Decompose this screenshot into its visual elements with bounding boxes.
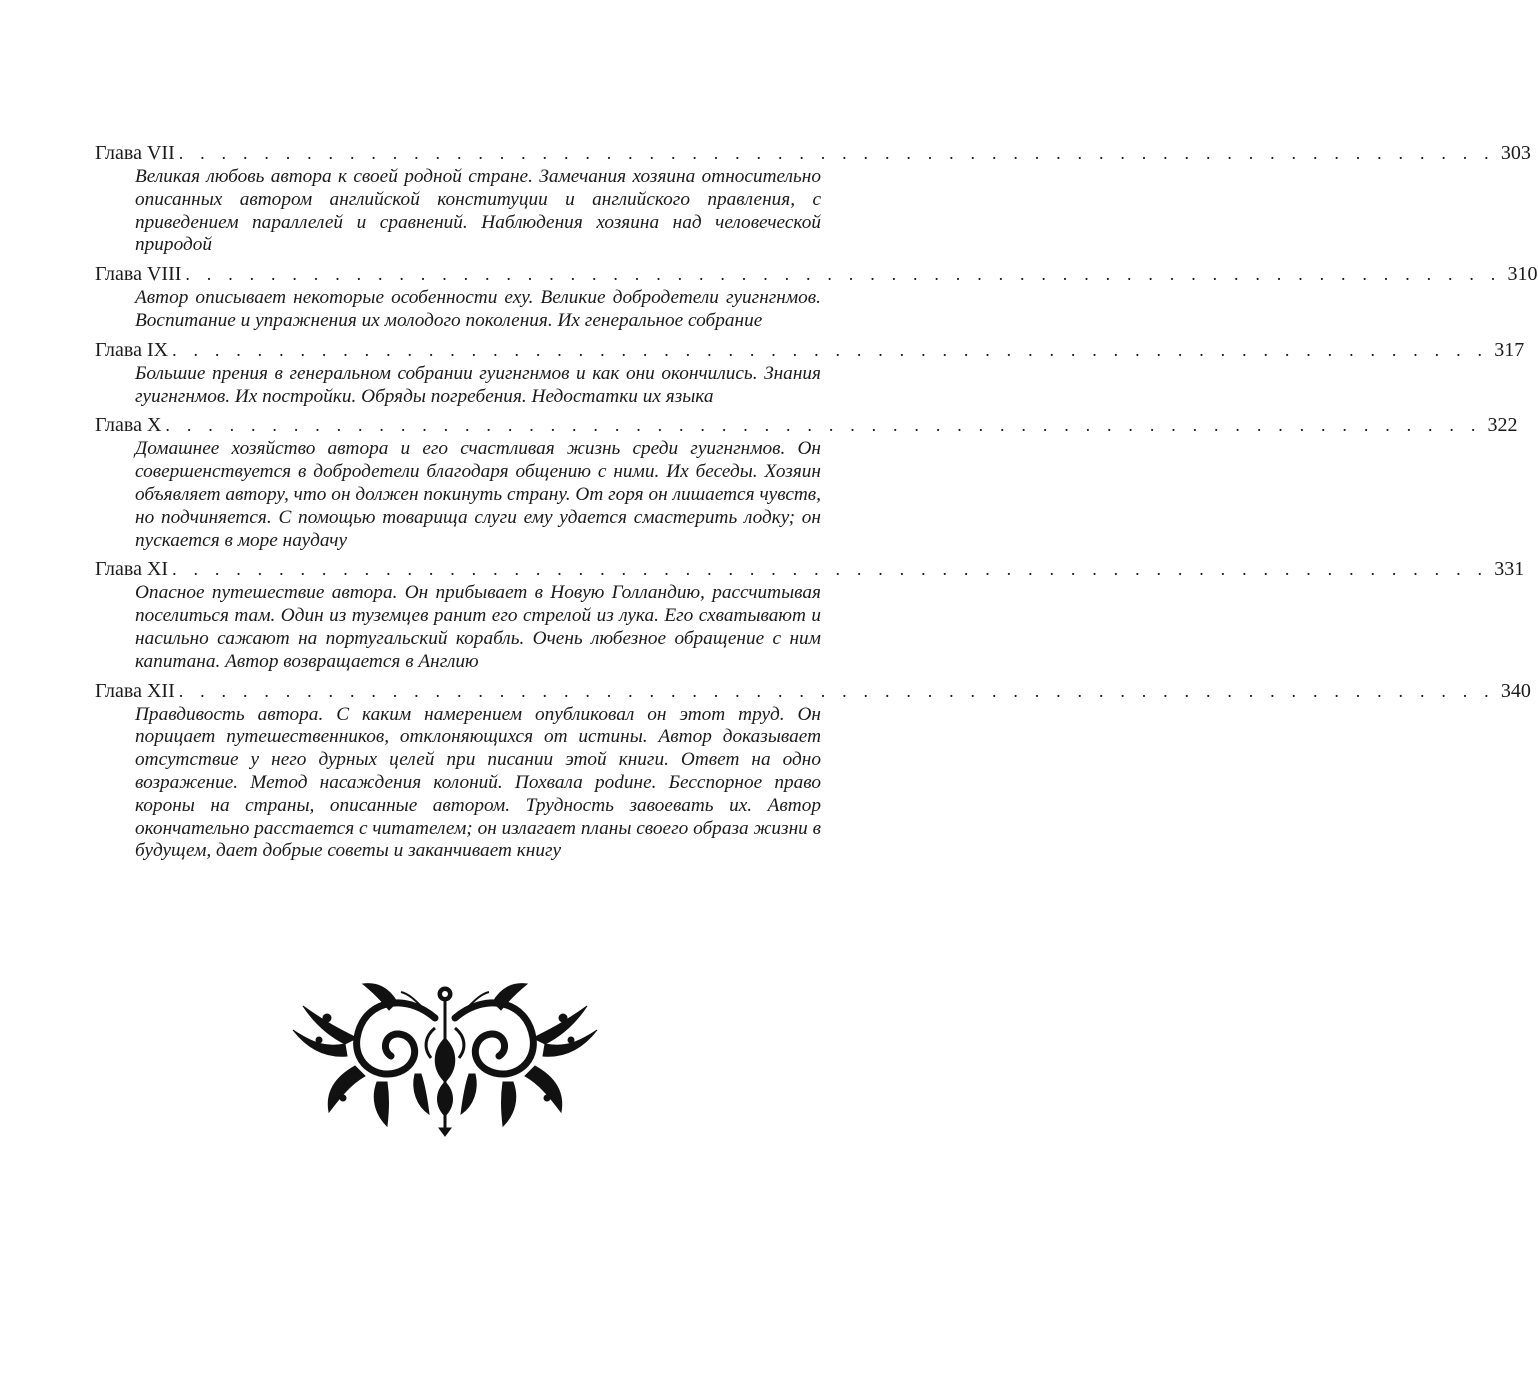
chapter-title: Глава X [95,414,162,437]
page-number: 310 [1507,263,1538,286]
dot-leader: . . . . . . . . . . . . . . . . . . . . . . . . . . . . . . . . . . . . . . . . . . . . . . . . . . . . . . . . . . . . . . [178,680,1495,701]
dot-leader: . . . . . . . . . . . . . . . . . . . . . . . . . . . . . . . . . . . . . . . . . . . . . . . . . . . . . . . . . . . . . . [185,264,1502,285]
dot-leader: . . . . . . . . . . . . . . . . . . . . . . . . . . . . . . . . . . . . . . . . . . . . . . . . . . . . . . . . . . . . . . [172,339,1489,360]
toc-entry-chapter-7 [95,140,1531,257]
chapter-title: Глава VII [95,142,175,164]
chapter-title: Глава XI [95,558,169,581]
chapter-summary: Домашнее хозяйство автора и его счастливая жизнь среди гуигнгнмов. Он совершенствуется в добродетели благодаря общению с ними. Их беседы. Хозяин объявляет автору, что он должен покинуть страну. От горя он лишается чувств, но подчиняется. С помощью товарища слуги ему удается смастерить лодку; он пускается в море наудачу [135,438,821,551]
dot-leader: . . . . . . . . . . . . . . . . . . . . . . . . . . . . . . . . . . . . . . . . . . . . . . . . . . . . . . . . . . . . . . [172,559,1489,580]
chapter-summary: Автор описывает некоторые особенности еху. Великие добродетели гуигнгнмов. Воспитание и упражнения их молодого поколения. Их генеральное собрание [135,287,821,331]
chapter-title: Глава XII [95,679,175,702]
floral-vignette-icon [285,978,605,1138]
dot-leader: . . . . . . . . . . . . . . . . . . . . . . . . . . . . . . . . . . . . . . . . . . . . . . . . . . . . . . . . . . . . . . [178,143,1495,163]
toc-entry-chapter-11 [95,556,1525,673]
chapter-summary: Правдивость автора. С каким намерением опубликовал он этот труд. Он порицает путешественников, отклоняющихся от истины. Автор доказывает отсутствие у него дурных целей при писании этой книги. Ответ на одно возражение. Метод насаждения колоний. Похвала роdине. Бесспорное право короны на страны, описанные автором. Трудность завоевать их. Автор окончательно расстается с читателем; он излагает планы своего образа жизни в будущем, дает добрые советы и заканчивает книгу [135,703,821,862]
chapter-summary: Великая любовь автора к своей родной стране. Замечания хозяина относительно описанных автором английской конституции и английского правления, с приведением параллелей и сравнений. Наблюдения хозяина над человеческой природой [135,166,821,256]
toc-entry-chapter-12 [95,678,1531,864]
toc-entry-chapter-10 [95,412,1518,552]
chapter-summary: Опасное путешествие автора. Он прибывает в Новую Голландию, рассчитывая поселиться там. Один из туземцев ранит его стрелой из лука. Его схватывают и насильно сажают на португальский корабль. Очень любезное обращение с ним капитана. Автор возвращается в Англию [135,582,821,672]
chapter-title: Глава VIII [95,263,182,286]
page-number: 322 [1487,414,1518,437]
page-number: 331 [1494,558,1525,581]
toc-entry-chapter-8 [95,261,1538,333]
page-number: 340 [1500,679,1531,702]
chapter-title: Глава IX [95,338,169,361]
dot-leader: . . . . . . . . . . . . . . . . . . . . . . . . . . . . . . . . . . . . . . . . . . . . . . . . . . . . . . . . . . . . . . [165,415,1482,436]
toc-entry-chapter-9 [95,337,1525,409]
chapter-summary: Большие прения в генеральном собрании гуигнгнмов и как они окончились. Знания гуигнгнмов. Их постройки. Обряды погребения. Недостатки их языка [135,362,821,407]
table-of-contents [95,140,1538,867]
page-number: 317 [1494,338,1525,361]
page-number: 303 [1500,142,1531,164]
